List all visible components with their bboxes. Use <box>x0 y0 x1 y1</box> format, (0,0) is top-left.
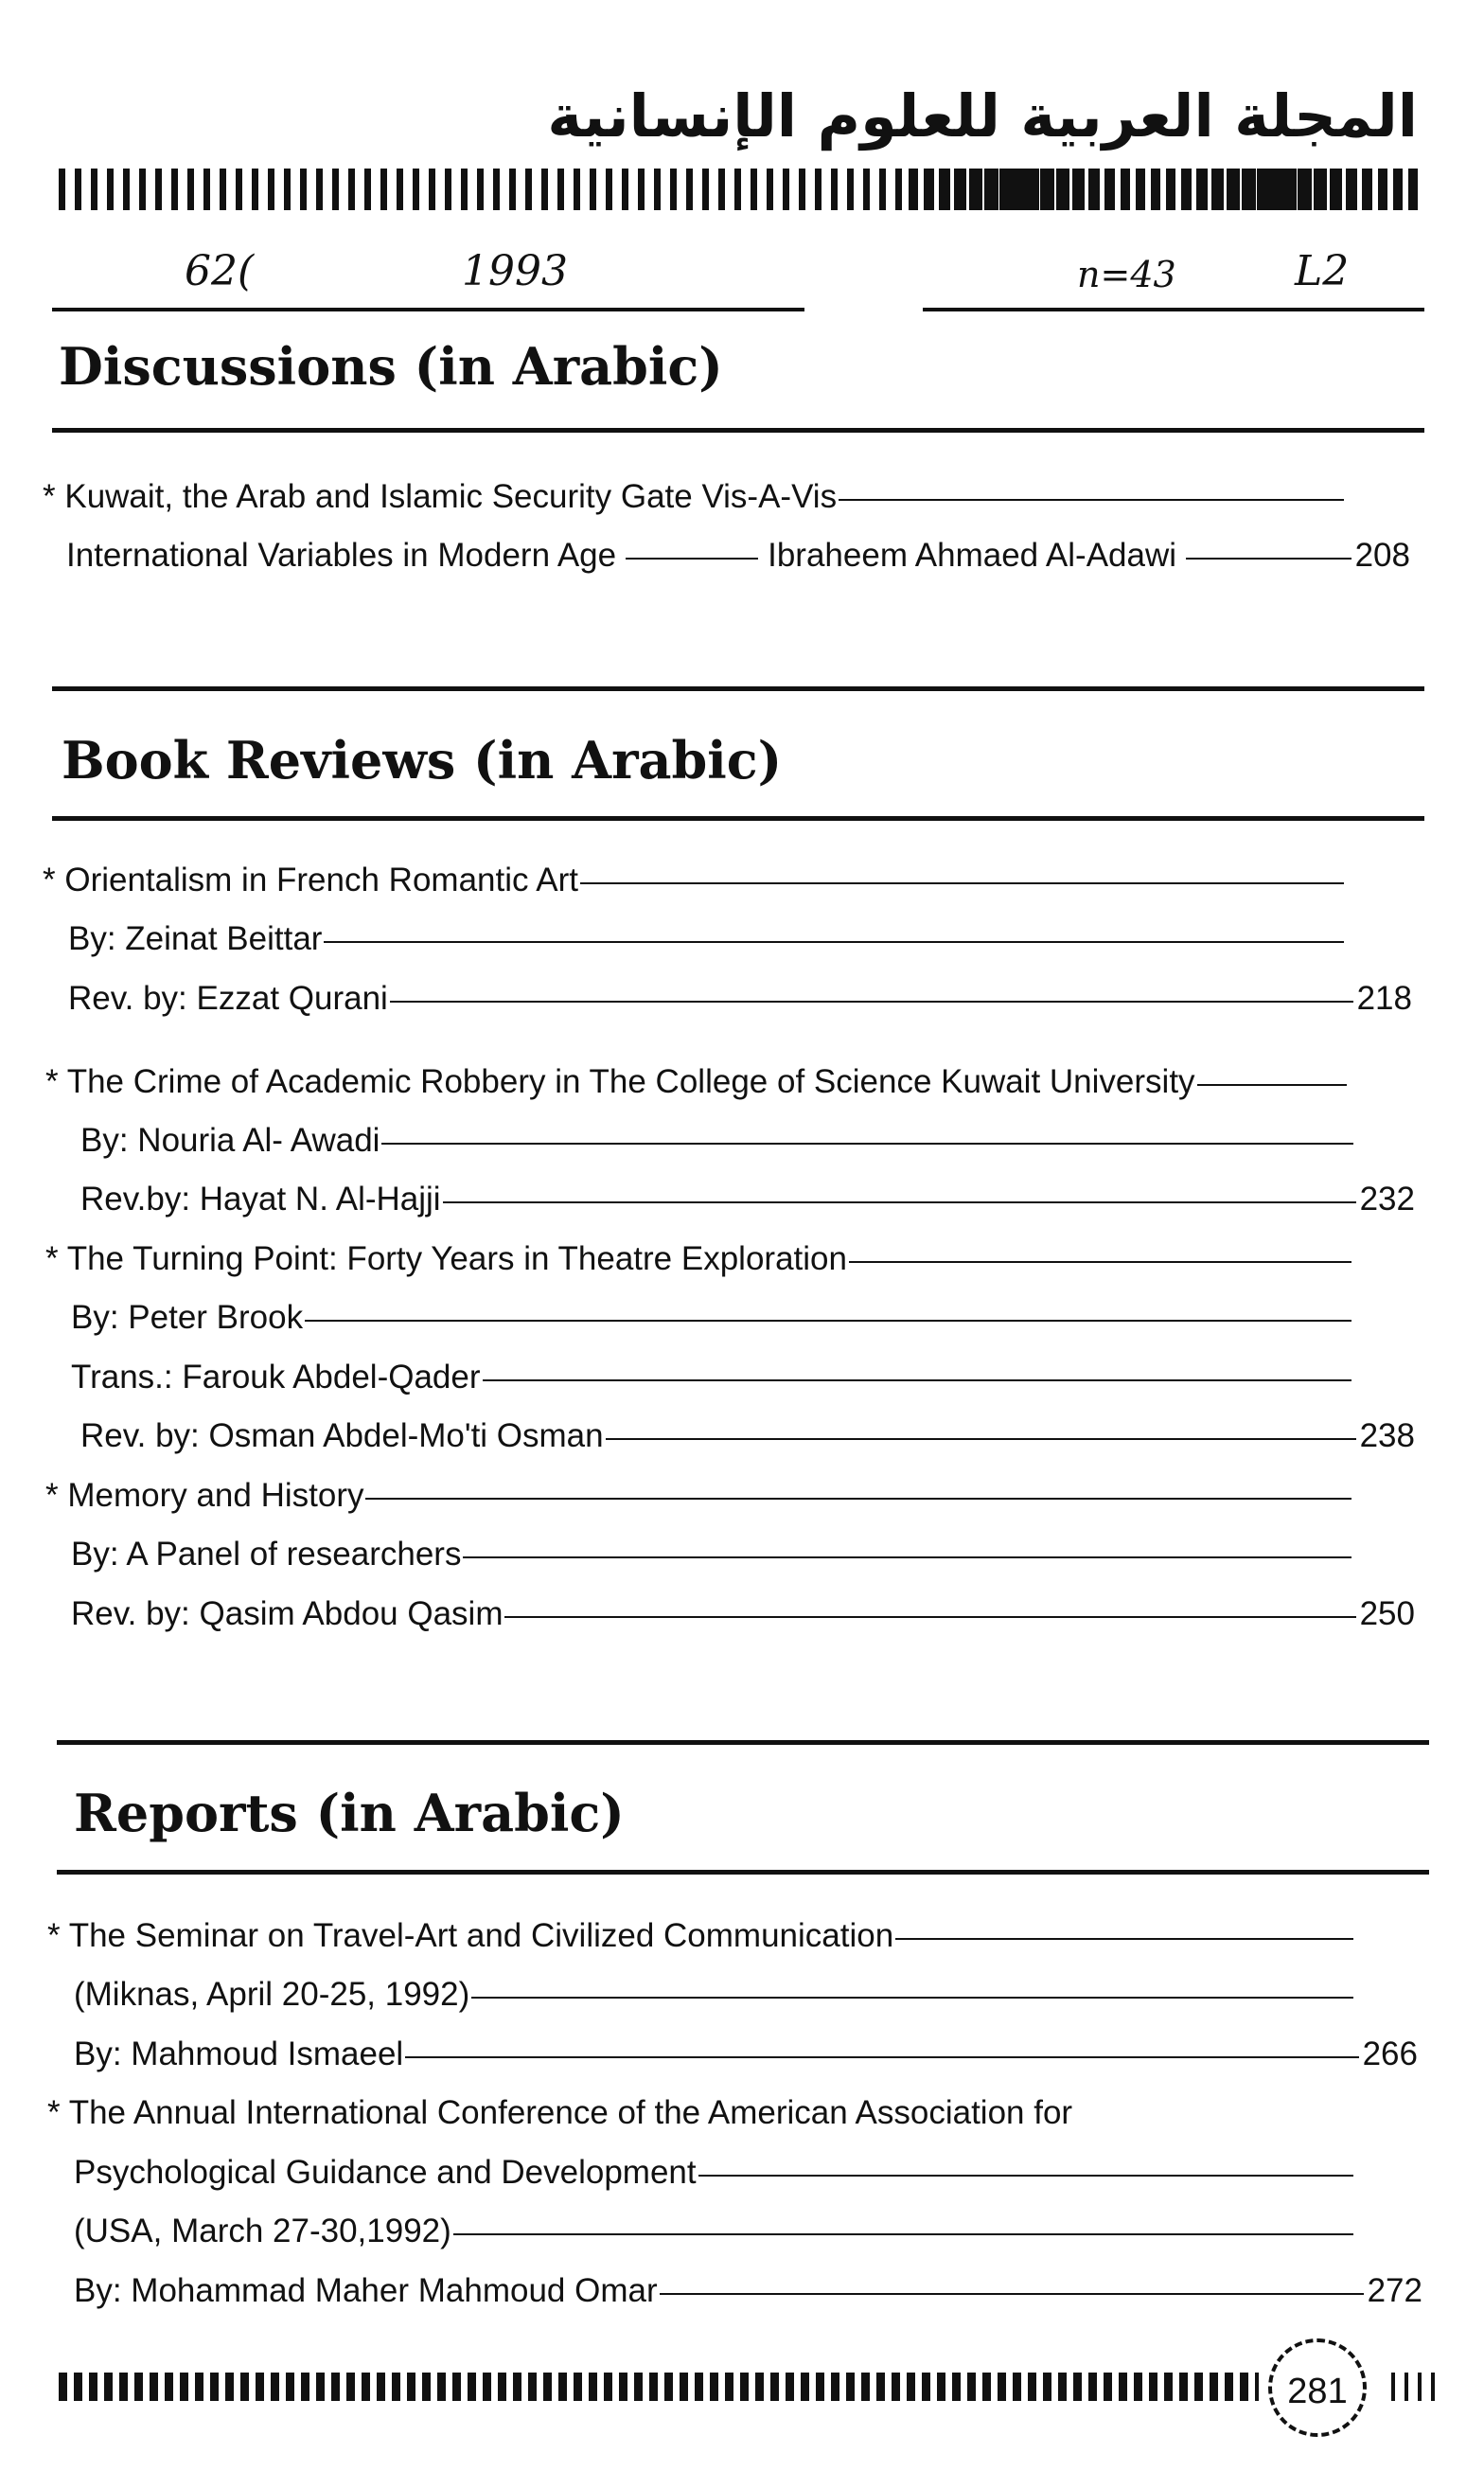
entry-title: * Orientalism in French Romantic Art <box>43 862 579 898</box>
entry-title-continued: Psychological Guidance and Development <box>74 2154 697 2191</box>
handwritten-left-code: 62( <box>185 247 255 295</box>
entry-title: * Kuwait, the Arab and Islamic Security Gate Vis-A-Vis <box>43 478 838 515</box>
journal-masthead-title: المجلة العربية للعلوم الإنسانية <box>547 81 1418 151</box>
leader-line <box>443 1201 1356 1203</box>
toc-entry-line <box>47 2089 1353 2137</box>
section-heading-discussions: Discussions (in Arabic) <box>59 336 723 397</box>
toc-entry-line <box>71 1294 1352 1342</box>
section-rule <box>57 1870 1429 1875</box>
toc-entry-line <box>68 975 1412 1022</box>
leader-line <box>405 2056 1358 2058</box>
page-number-badge: 281 <box>1268 2338 1367 2437</box>
bottom-barcode-divider <box>59 2373 1259 2401</box>
section-rule <box>52 428 1424 433</box>
handwritten-issue: n=43 <box>1077 254 1176 295</box>
toc-entry-line <box>74 2267 1422 2315</box>
entry-author: By: Mohammad Maher Mahmoud Omar <box>74 2272 658 2309</box>
entry-page-number: 266 <box>1362 2035 1418 2072</box>
toc-entry-line <box>74 2208 1353 2255</box>
entry-author: By: Zeinat Beittar <box>68 920 323 957</box>
entry-author: Ibraheem Ahmaed Al-Adawi <box>768 537 1177 574</box>
toc-entry-line <box>45 1236 1352 1283</box>
section-rule <box>57 1740 1429 1745</box>
entry-reviewer: Rev. by: Qasim Abdou Qasim <box>71 1595 504 1632</box>
leader-line <box>305 1320 1352 1322</box>
leader-line <box>849 1261 1352 1263</box>
entry-event-details: (Miknas, April 20-25, 1992) <box>74 1976 470 2013</box>
entry-reviewer: Rev. by: Osman Abdel-Mo'ti Osman <box>80 1417 604 1454</box>
entry-page-number: 232 <box>1359 1181 1415 1218</box>
toc-entry-line <box>66 532 1410 579</box>
toc-entry-line <box>74 2031 1418 2078</box>
entry-page-number: 218 <box>1356 980 1412 1017</box>
entry-page-number: 208 <box>1354 537 1410 574</box>
entry-translator: Trans.: Farouk Abdel-Qader <box>71 1359 481 1395</box>
entry-title: * The Annual International Conference of the American Association for <box>47 2094 1073 2131</box>
entry-reviewer: Rev. by: Ezzat Qurani <box>68 980 388 1017</box>
entry-author: By: A Panel of researchers <box>71 1536 462 1573</box>
entry-page-number: 250 <box>1359 1595 1415 1632</box>
section-heading-reports: Reports (in Arabic) <box>74 1783 625 1843</box>
section-rule <box>52 816 1424 821</box>
toc-entry-line <box>80 1413 1415 1460</box>
leader-line <box>626 558 758 560</box>
header-rule-left <box>52 308 804 311</box>
leader-line <box>698 2175 1353 2177</box>
toc-entry-line <box>43 473 1344 521</box>
toc-entry-line <box>68 916 1344 963</box>
leader-line <box>381 1143 1353 1145</box>
leader-line <box>504 1616 1355 1618</box>
toc-entry-line <box>71 1354 1352 1401</box>
toc-entry-line <box>45 1058 1347 1106</box>
leader-line <box>580 882 1344 884</box>
leader-line <box>606 1438 1356 1440</box>
entry-reviewer: Rev.by: Hayat N. Al-Hajji <box>80 1181 441 1218</box>
toc-entry-line <box>74 1971 1353 2018</box>
handwritten-year: 1993 <box>462 247 568 295</box>
toc-entry-line <box>43 857 1344 904</box>
leader-line <box>839 499 1344 501</box>
entry-title: * The Turning Point: Forty Years in Theatre Exploration <box>45 1240 847 1277</box>
leader-line <box>1197 1084 1347 1086</box>
leader-line <box>1186 558 1352 560</box>
entry-title: * Memory and History <box>45 1477 364 1514</box>
leader-line <box>660 2293 1364 2295</box>
toc-entry-line <box>80 1117 1353 1164</box>
leader-line <box>483 1379 1352 1381</box>
toc-entry-line <box>71 1591 1415 1638</box>
entry-title: * The Seminar on Travel-Art and Civilized Communication <box>47 1917 894 1954</box>
toc-entry-line <box>71 1531 1352 1578</box>
entry-author: By: Mahmoud Ismaeel <box>74 2035 404 2072</box>
leader-line <box>471 1997 1353 1999</box>
entry-author: By: Peter Brook <box>71 1299 304 1336</box>
entry-page-number: 238 <box>1359 1417 1415 1454</box>
leader-line <box>390 1001 1353 1003</box>
entry-event-details: (USA, March 27-30,1992) <box>74 2213 451 2249</box>
entry-author: By: Nouria Al- Awadi <box>80 1122 380 1159</box>
toc-entry-line <box>45 1472 1352 1520</box>
entry-page-number: 272 <box>1367 2272 1422 2309</box>
section-heading-book-reviews: Book Reviews (in Arabic) <box>62 730 783 791</box>
leader-line <box>324 941 1344 943</box>
top-barcode-divider-thick <box>909 169 1420 210</box>
bottom-barcode-divider-tail <box>1391 2373 1439 2401</box>
entry-title: * The Crime of Academic Robbery in The College of Science Kuwait University <box>45 1063 1195 1100</box>
toc-entry-line <box>74 2149 1353 2196</box>
header-rule-right <box>923 308 1424 311</box>
leader-line <box>453 2233 1353 2235</box>
toc-entry-line <box>47 1912 1353 1960</box>
leader-line <box>895 1938 1353 1940</box>
leader-line <box>463 1556 1352 1558</box>
handwritten-right-code: L2 <box>1295 247 1350 295</box>
entry-title: International Variables in Modern Age <box>66 537 617 574</box>
toc-entry-line <box>80 1176 1415 1223</box>
leader-line <box>365 1498 1352 1500</box>
section-rule <box>52 686 1424 691</box>
